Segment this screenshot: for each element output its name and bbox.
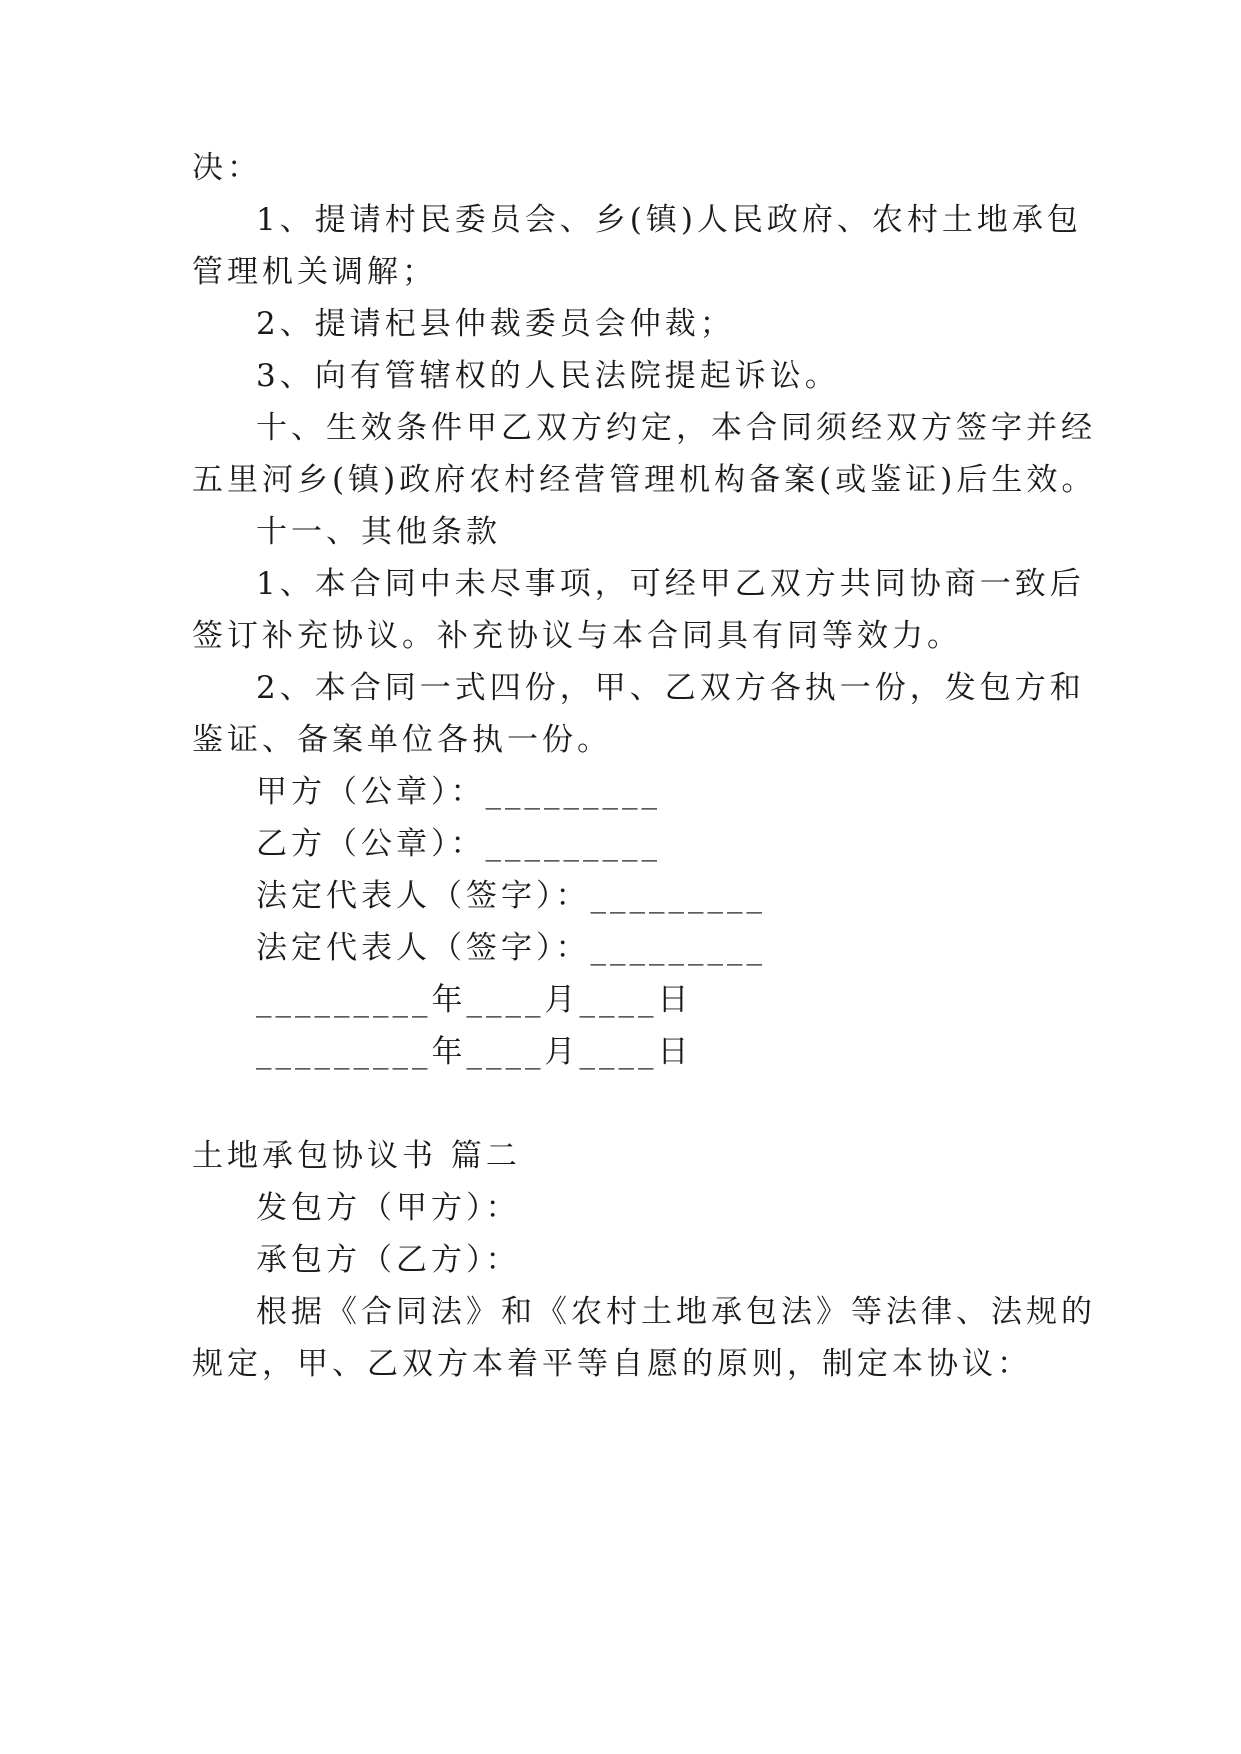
- text-line: 决：: [192, 150, 262, 186]
- text-line: 管理机关调解；: [192, 254, 437, 290]
- text-line: 十一、其他条款: [256, 514, 501, 550]
- signature-line-party-b: 乙方（公章）：_________: [256, 826, 661, 862]
- text-line: 1、本合同中未尽事项，可经甲乙双方共同协商一致后: [256, 566, 1085, 602]
- text-line: 五里河乡(镇)政府农村经营管理机构备案(或鉴证)后生效。: [192, 462, 1097, 498]
- text-line: 规定，甲、乙双方本着平等自愿的原则，制定本协议：: [192, 1346, 1032, 1382]
- date-line: _________年____月____日: [256, 1034, 693, 1070]
- text-line: 2、本合同一式四份，甲、乙双方各执一份，发包方和: [256, 670, 1085, 706]
- text-line: 鉴证、备案单位各执一份。: [192, 722, 612, 758]
- text-line: 2、提请杞县仲裁委员会仲裁；: [256, 306, 735, 342]
- text-line: 1、提请村民委员会、乡(镇)人民政府、农村土地承包: [256, 202, 1082, 238]
- text-line: 根据《合同法》和《农村土地承包法》等法律、法规的: [256, 1294, 1096, 1330]
- section-heading: 土地承包协议书 篇二: [192, 1138, 521, 1174]
- text-line: 发包方（甲方）：: [256, 1190, 521, 1226]
- text-line: 签订补充协议。补充协议与本合同具有同等效力。: [192, 618, 962, 654]
- date-line: _________年____月____日: [256, 982, 693, 1018]
- text-line: 3、向有管辖权的人民法院提起诉讼。: [256, 358, 840, 394]
- signature-line-representative: 法定代表人（签字）：_________: [256, 930, 766, 966]
- text-line: 承包方（乙方）：: [256, 1242, 521, 1278]
- signature-line-representative: 法定代表人（签字）：_________: [256, 878, 766, 914]
- signature-line-party-a: 甲方（公章）：_________: [256, 774, 661, 810]
- text-line: 十、生效条件甲乙双方约定，本合同须经双方签字并经: [256, 410, 1096, 446]
